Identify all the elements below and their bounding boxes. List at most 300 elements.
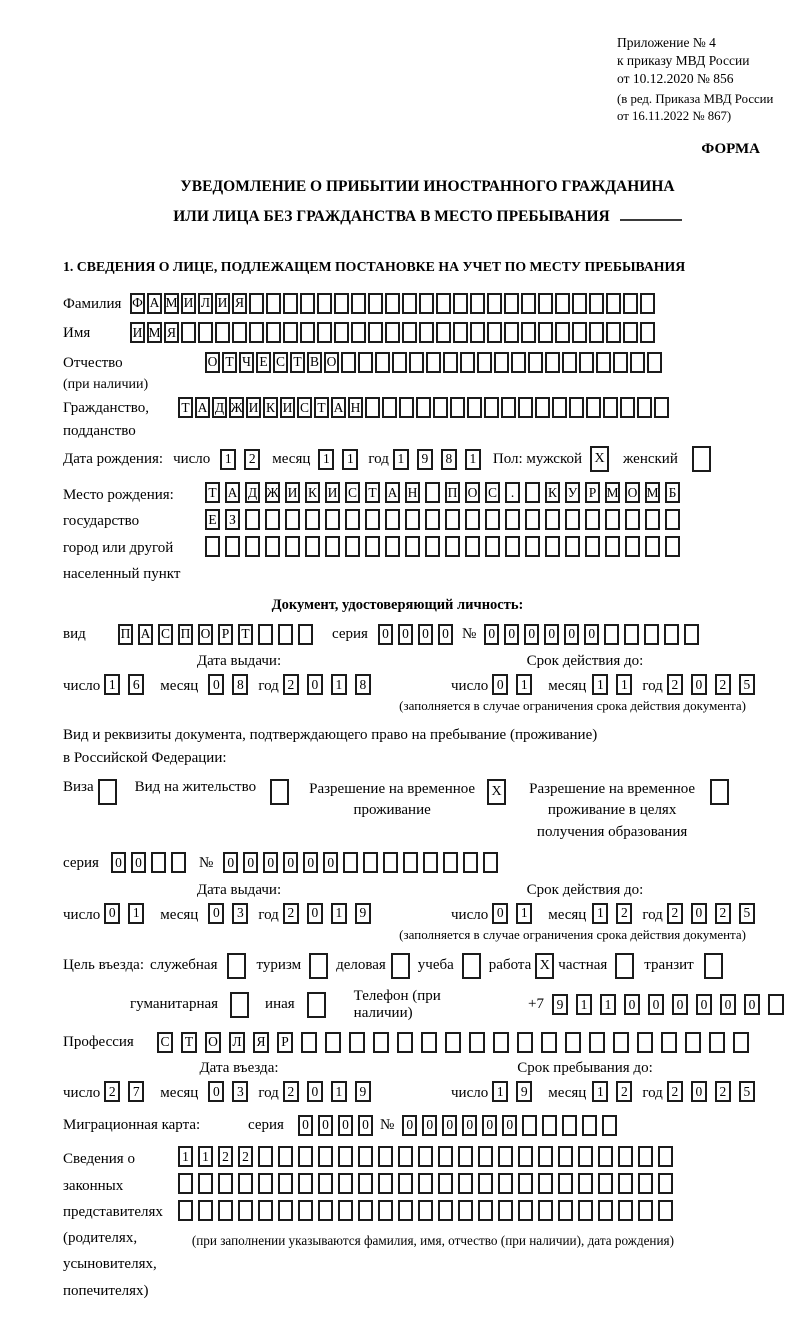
char-cell[interactable] <box>572 293 587 314</box>
char-cell[interactable] <box>278 624 293 645</box>
char-cell[interactable] <box>585 509 600 530</box>
char-cell[interactable] <box>238 1200 253 1221</box>
char-cell[interactable]: 1 <box>592 903 608 924</box>
char-cell[interactable] <box>522 1115 537 1136</box>
char-cell[interactable] <box>266 293 281 314</box>
char-cell[interactable] <box>418 1173 433 1194</box>
char-cell[interactable]: 9 <box>355 903 371 924</box>
char-cell[interactable]: 0 <box>398 624 413 645</box>
char-cell[interactable]: Р <box>585 482 600 503</box>
char-cell[interactable] <box>613 1032 629 1053</box>
char-cell[interactable]: 1 <box>616 674 632 695</box>
char-cell[interactable] <box>198 322 213 343</box>
char-cell[interactable]: 0 <box>307 674 323 695</box>
char-cell[interactable] <box>623 293 638 314</box>
char-cell[interactable] <box>317 322 332 343</box>
char-cell[interactable] <box>378 1200 393 1221</box>
char-cell[interactable] <box>647 352 662 373</box>
char-cell[interactable]: С <box>345 482 360 503</box>
char-cell[interactable] <box>421 1032 437 1053</box>
char-cell[interactable] <box>378 1146 393 1167</box>
char-cell[interactable] <box>300 322 315 343</box>
char-cell[interactable]: Т <box>290 352 305 373</box>
char-cell[interactable] <box>538 322 553 343</box>
char-cell[interactable] <box>640 293 655 314</box>
char-cell[interactable] <box>517 1032 533 1053</box>
char-cell[interactable] <box>586 397 601 418</box>
purpose-work-checkbox[interactable]: X <box>535 953 554 979</box>
char-cell[interactable] <box>178 1173 193 1194</box>
char-cell[interactable]: 0 <box>358 1115 373 1136</box>
char-cell[interactable] <box>518 397 533 418</box>
char-cell[interactable] <box>345 509 360 530</box>
char-cell[interactable] <box>521 322 536 343</box>
char-cell[interactable]: А <box>331 397 346 418</box>
char-cell[interactable] <box>572 322 587 343</box>
char-cell[interactable]: 2 <box>715 903 731 924</box>
char-cell[interactable] <box>445 1032 461 1053</box>
char-cell[interactable]: С <box>158 624 173 645</box>
char-cell[interactable]: Б <box>665 482 680 503</box>
char-cell[interactable]: Е <box>205 509 220 530</box>
char-cell[interactable] <box>403 852 418 873</box>
char-cell[interactable] <box>552 397 567 418</box>
char-cell[interactable]: 0 <box>492 674 508 695</box>
char-cell[interactable]: 7 <box>128 1081 144 1102</box>
char-cell[interactable]: 2 <box>667 903 683 924</box>
char-cell[interactable] <box>493 1032 509 1053</box>
char-cell[interactable] <box>249 293 264 314</box>
char-cell[interactable] <box>285 509 300 530</box>
char-cell[interactable]: П <box>118 624 133 645</box>
char-cell[interactable] <box>419 322 434 343</box>
char-cell[interactable] <box>709 1032 725 1053</box>
char-cell[interactable]: 1 <box>178 1146 193 1167</box>
char-cell[interactable] <box>578 1173 593 1194</box>
char-cell[interactable] <box>498 1200 513 1221</box>
char-cell[interactable] <box>638 1173 653 1194</box>
char-cell[interactable]: М <box>645 482 660 503</box>
char-cell[interactable]: С <box>157 1032 173 1053</box>
edu-permit-checkbox[interactable] <box>710 779 729 805</box>
char-cell[interactable]: 0 <box>442 1115 457 1136</box>
char-cell[interactable] <box>450 397 465 418</box>
char-cell[interactable] <box>351 322 366 343</box>
visa-checkbox[interactable] <box>98 779 117 805</box>
char-cell[interactable] <box>565 509 580 530</box>
char-cell[interactable] <box>397 1032 413 1053</box>
char-cell[interactable] <box>358 352 373 373</box>
char-cell[interactable] <box>625 509 640 530</box>
char-cell[interactable] <box>483 852 498 873</box>
char-cell[interactable] <box>477 352 492 373</box>
char-cell[interactable]: 1 <box>331 903 347 924</box>
char-cell[interactable]: Т <box>314 397 329 418</box>
char-cell[interactable] <box>425 482 440 503</box>
char-cell[interactable] <box>151 852 166 873</box>
char-cell[interactable]: И <box>215 293 230 314</box>
char-cell[interactable] <box>278 1200 293 1221</box>
char-cell[interactable]: О <box>625 482 640 503</box>
char-cell[interactable] <box>317 293 332 314</box>
char-cell[interactable]: 1 <box>220 449 236 470</box>
char-cell[interactable] <box>684 624 699 645</box>
char-cell[interactable] <box>425 509 440 530</box>
char-cell[interactable] <box>541 1032 557 1053</box>
char-cell[interactable]: И <box>325 482 340 503</box>
char-cell[interactable]: Ж <box>265 482 280 503</box>
char-cell[interactable] <box>569 397 584 418</box>
char-cell[interactable]: О <box>465 482 480 503</box>
char-cell[interactable] <box>623 322 638 343</box>
char-cell[interactable] <box>258 1173 273 1194</box>
char-cell[interactable] <box>598 1200 613 1221</box>
char-cell[interactable]: М <box>147 322 162 343</box>
char-cell[interactable] <box>525 482 540 503</box>
char-cell[interactable] <box>245 536 260 557</box>
sex-male-checkbox[interactable]: X <box>590 446 609 472</box>
char-cell[interactable] <box>558 1173 573 1194</box>
char-cell[interactable]: 0 <box>104 903 120 924</box>
char-cell[interactable]: 1 <box>198 1146 213 1167</box>
char-cell[interactable]: С <box>273 352 288 373</box>
sex-female-checkbox[interactable] <box>692 446 711 472</box>
char-cell[interactable]: 2 <box>715 674 731 695</box>
char-cell[interactable] <box>521 293 536 314</box>
char-cell[interactable]: Д <box>245 482 260 503</box>
char-cell[interactable] <box>562 1115 577 1136</box>
char-cell[interactable]: 1 <box>516 903 532 924</box>
char-cell[interactable] <box>658 1200 673 1221</box>
char-cell[interactable] <box>383 852 398 873</box>
char-cell[interactable] <box>504 322 519 343</box>
char-cell[interactable] <box>345 536 360 557</box>
char-cell[interactable] <box>181 322 196 343</box>
char-cell[interactable]: 1 <box>516 674 532 695</box>
char-cell[interactable] <box>618 1146 633 1167</box>
char-cell[interactable]: З <box>225 509 240 530</box>
purpose-transit-checkbox[interactable] <box>704 953 723 979</box>
char-cell[interactable] <box>664 624 679 645</box>
char-cell[interactable]: И <box>130 322 145 343</box>
char-cell[interactable] <box>205 536 220 557</box>
char-cell[interactable] <box>624 624 639 645</box>
char-cell[interactable] <box>178 1200 193 1221</box>
char-cell[interactable] <box>625 536 640 557</box>
char-cell[interactable]: 0 <box>492 903 508 924</box>
char-cell[interactable] <box>578 1200 593 1221</box>
char-cell[interactable] <box>443 852 458 873</box>
char-cell[interactable]: 0 <box>422 1115 437 1136</box>
char-cell[interactable] <box>602 1115 617 1136</box>
char-cell[interactable]: Я <box>164 322 179 343</box>
char-cell[interactable] <box>300 293 315 314</box>
char-cell[interactable] <box>603 397 618 418</box>
char-cell[interactable] <box>365 536 380 557</box>
char-cell[interactable] <box>494 352 509 373</box>
char-cell[interactable]: Т <box>205 482 220 503</box>
char-cell[interactable] <box>469 1032 485 1053</box>
char-cell[interactable]: 0 <box>564 624 579 645</box>
char-cell[interactable] <box>470 293 485 314</box>
char-cell[interactable]: 9 <box>355 1081 371 1102</box>
char-cell[interactable] <box>334 322 349 343</box>
char-cell[interactable] <box>385 536 400 557</box>
char-cell[interactable] <box>637 1032 653 1053</box>
residence-permit-checkbox[interactable] <box>270 779 289 805</box>
char-cell[interactable]: 1 <box>592 1081 608 1102</box>
char-cell[interactable] <box>358 1200 373 1221</box>
char-cell[interactable]: 8 <box>232 674 248 695</box>
char-cell[interactable]: Ж <box>229 397 244 418</box>
char-cell[interactable] <box>438 1146 453 1167</box>
char-cell[interactable] <box>265 536 280 557</box>
char-cell[interactable] <box>598 1173 613 1194</box>
char-cell[interactable]: Я <box>232 293 247 314</box>
char-cell[interactable] <box>453 322 468 343</box>
char-cell[interactable]: Л <box>229 1032 245 1053</box>
char-cell[interactable] <box>368 293 383 314</box>
char-cell[interactable] <box>438 1173 453 1194</box>
char-cell[interactable]: 0 <box>524 624 539 645</box>
char-cell[interactable] <box>305 536 320 557</box>
char-cell[interactable] <box>487 322 502 343</box>
purpose-tourism-checkbox[interactable] <box>309 953 328 979</box>
char-cell[interactable] <box>278 1173 293 1194</box>
char-cell[interactable]: 1 <box>342 449 358 470</box>
char-cell[interactable]: 0 <box>504 624 519 645</box>
char-cell[interactable] <box>398 1200 413 1221</box>
char-cell[interactable]: 0 <box>318 1115 333 1136</box>
char-cell[interactable]: 3 <box>232 1081 248 1102</box>
char-cell[interactable]: 2 <box>667 674 683 695</box>
purpose-humanitarian-checkbox[interactable] <box>230 992 249 1018</box>
char-cell[interactable]: Т <box>238 624 253 645</box>
char-cell[interactable]: 0 <box>418 624 433 645</box>
char-cell[interactable] <box>555 322 570 343</box>
char-cell[interactable] <box>278 1146 293 1167</box>
char-cell[interactable] <box>645 509 660 530</box>
char-cell[interactable]: Р <box>277 1032 293 1053</box>
char-cell[interactable]: 0 <box>584 624 599 645</box>
char-cell[interactable] <box>338 1146 353 1167</box>
char-cell[interactable]: 0 <box>624 994 640 1015</box>
char-cell[interactable] <box>423 852 438 873</box>
char-cell[interactable]: Л <box>198 293 213 314</box>
char-cell[interactable] <box>467 397 482 418</box>
char-cell[interactable]: А <box>385 482 400 503</box>
char-cell[interactable]: О <box>198 624 213 645</box>
char-cell[interactable] <box>238 1173 253 1194</box>
char-cell[interactable] <box>589 322 604 343</box>
char-cell[interactable]: 2 <box>283 903 299 924</box>
char-cell[interactable]: 9 <box>516 1081 532 1102</box>
char-cell[interactable] <box>218 1200 233 1221</box>
char-cell[interactable] <box>644 624 659 645</box>
char-cell[interactable] <box>665 509 680 530</box>
char-cell[interactable] <box>638 1146 653 1167</box>
char-cell[interactable]: 0 <box>648 994 664 1015</box>
char-cell[interactable] <box>555 293 570 314</box>
char-cell[interactable] <box>265 509 280 530</box>
char-cell[interactable] <box>582 1115 597 1136</box>
char-cell[interactable] <box>598 1146 613 1167</box>
char-cell[interactable] <box>436 293 451 314</box>
char-cell[interactable] <box>618 1200 633 1221</box>
char-cell[interactable] <box>558 1146 573 1167</box>
char-cell[interactable]: 2 <box>244 449 260 470</box>
char-cell[interactable]: О <box>205 1032 221 1053</box>
char-cell[interactable] <box>258 624 273 645</box>
char-cell[interactable]: 0 <box>544 624 559 645</box>
char-cell[interactable] <box>301 1032 317 1053</box>
char-cell[interactable]: Т <box>365 482 380 503</box>
char-cell[interactable] <box>658 1173 673 1194</box>
char-cell[interactable]: 0 <box>378 624 393 645</box>
char-cell[interactable] <box>418 1200 433 1221</box>
char-cell[interactable] <box>318 1200 333 1221</box>
char-cell[interactable]: П <box>445 482 460 503</box>
char-cell[interactable]: 2 <box>283 674 299 695</box>
char-cell[interactable] <box>436 322 451 343</box>
char-cell[interactable] <box>215 322 230 343</box>
char-cell[interactable] <box>445 509 460 530</box>
char-cell[interactable] <box>298 1173 313 1194</box>
char-cell[interactable]: Н <box>348 397 363 418</box>
char-cell[interactable]: И <box>181 293 196 314</box>
char-cell[interactable]: 1 <box>576 994 592 1015</box>
char-cell[interactable] <box>504 293 519 314</box>
char-cell[interactable]: 5 <box>739 1081 755 1102</box>
char-cell[interactable] <box>605 536 620 557</box>
char-cell[interactable] <box>325 509 340 530</box>
char-cell[interactable] <box>538 293 553 314</box>
char-cell[interactable] <box>458 1173 473 1194</box>
char-cell[interactable] <box>373 1032 389 1053</box>
char-cell[interactable]: У <box>565 482 580 503</box>
char-cell[interactable] <box>618 1173 633 1194</box>
char-cell[interactable]: Т <box>181 1032 197 1053</box>
char-cell[interactable]: 0 <box>208 674 224 695</box>
char-cell[interactable]: 1 <box>465 449 481 470</box>
char-cell[interactable] <box>485 536 500 557</box>
char-cell[interactable]: Я <box>253 1032 269 1053</box>
char-cell[interactable]: Т <box>178 397 193 418</box>
char-cell[interactable] <box>535 397 550 418</box>
char-cell[interactable] <box>245 509 260 530</box>
char-cell[interactable]: 1 <box>492 1081 508 1102</box>
char-cell[interactable]: О <box>324 352 339 373</box>
char-cell[interactable] <box>637 397 652 418</box>
char-cell[interactable] <box>283 293 298 314</box>
char-cell[interactable]: 0 <box>208 903 224 924</box>
char-cell[interactable] <box>545 509 560 530</box>
char-cell[interactable]: Н <box>405 482 420 503</box>
char-cell[interactable]: 0 <box>223 852 238 873</box>
char-cell[interactable] <box>285 536 300 557</box>
char-cell[interactable] <box>538 1200 553 1221</box>
char-cell[interactable]: К <box>263 397 278 418</box>
char-cell[interactable] <box>604 624 619 645</box>
char-cell[interactable]: 1 <box>104 674 120 695</box>
char-cell[interactable] <box>365 509 380 530</box>
char-cell[interactable] <box>249 322 264 343</box>
purpose-business-checkbox[interactable] <box>391 953 410 979</box>
char-cell[interactable] <box>545 536 560 557</box>
char-cell[interactable] <box>640 322 655 343</box>
char-cell[interactable] <box>398 1146 413 1167</box>
char-cell[interactable]: 3 <box>232 903 248 924</box>
char-cell[interactable] <box>768 994 784 1015</box>
char-cell[interactable] <box>518 1146 533 1167</box>
char-cell[interactable] <box>654 397 669 418</box>
char-cell[interactable] <box>325 1032 341 1053</box>
char-cell[interactable] <box>433 397 448 418</box>
char-cell[interactable]: 8 <box>355 674 371 695</box>
char-cell[interactable]: 0 <box>672 994 688 1015</box>
char-cell[interactable] <box>318 1173 333 1194</box>
char-cell[interactable]: В <box>307 352 322 373</box>
char-cell[interactable] <box>478 1146 493 1167</box>
char-cell[interactable] <box>283 322 298 343</box>
char-cell[interactable] <box>232 322 247 343</box>
char-cell[interactable]: О <box>205 352 220 373</box>
char-cell[interactable] <box>498 1146 513 1167</box>
char-cell[interactable]: 2 <box>616 1081 632 1102</box>
char-cell[interactable]: 2 <box>283 1081 299 1102</box>
char-cell[interactable]: 0 <box>283 852 298 873</box>
char-cell[interactable]: 0 <box>338 1115 353 1136</box>
char-cell[interactable] <box>343 852 358 873</box>
char-cell[interactable] <box>589 293 604 314</box>
char-cell[interactable]: 0 <box>307 1081 323 1102</box>
char-cell[interactable]: Ф <box>130 293 145 314</box>
char-cell[interactable] <box>438 1200 453 1221</box>
char-cell[interactable] <box>458 1200 473 1221</box>
char-cell[interactable] <box>465 509 480 530</box>
char-cell[interactable] <box>318 1146 333 1167</box>
char-cell[interactable] <box>518 1173 533 1194</box>
char-cell[interactable] <box>487 293 502 314</box>
char-cell[interactable] <box>518 1200 533 1221</box>
char-cell[interactable] <box>402 293 417 314</box>
char-cell[interactable]: 2 <box>104 1081 120 1102</box>
char-cell[interactable] <box>525 536 540 557</box>
char-cell[interactable] <box>398 1173 413 1194</box>
char-cell[interactable]: К <box>545 482 560 503</box>
char-cell[interactable] <box>470 322 485 343</box>
char-cell[interactable] <box>558 1200 573 1221</box>
char-cell[interactable] <box>416 397 431 418</box>
char-cell[interactable]: 1 <box>393 449 409 470</box>
char-cell[interactable] <box>485 509 500 530</box>
char-cell[interactable]: 5 <box>739 903 755 924</box>
char-cell[interactable]: А <box>138 624 153 645</box>
char-cell[interactable] <box>458 1146 473 1167</box>
char-cell[interactable] <box>445 536 460 557</box>
char-cell[interactable] <box>661 1032 677 1053</box>
char-cell[interactable] <box>645 536 660 557</box>
char-cell[interactable]: . <box>505 482 520 503</box>
char-cell[interactable]: 0 <box>402 1115 417 1136</box>
char-cell[interactable]: 9 <box>552 994 568 1015</box>
char-cell[interactable] <box>658 1146 673 1167</box>
char-cell[interactable]: А <box>195 397 210 418</box>
char-cell[interactable] <box>498 1173 513 1194</box>
char-cell[interactable] <box>334 293 349 314</box>
char-cell[interactable]: 2 <box>667 1081 683 1102</box>
char-cell[interactable]: И <box>280 397 295 418</box>
